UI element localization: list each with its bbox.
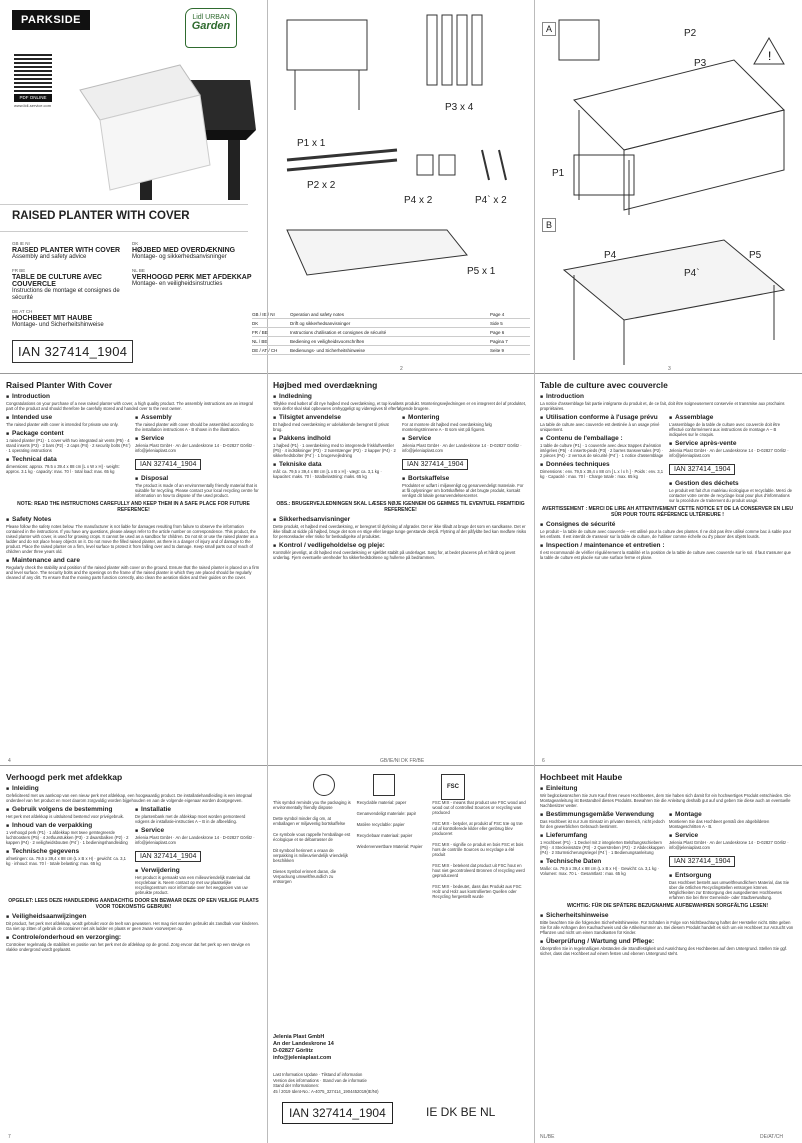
toc-country: FR / BE [252, 329, 268, 335]
recycle-text: Recyclable material: paper [356, 800, 407, 805]
recycle-text: FSC MIX - signifie ce produit en bois FSC et bois hors de contrôle Sources ou recyclage a été produit [432, 842, 524, 857]
note-warning: OPGELET: LEES DEZE HANDLEIDING AANDACHTIG DOOR EN BEWAAR DEZE OP EEN VEILIGE PLAATS VOOR TOEKOMSTIG GEBRUIK! [8, 898, 259, 910]
technical-text: Dimensions : env. 79,5 x 39,4 x 88 cm [ L x l x h ] · Poids : env. 3,1 kg · Capacité : max. 70 l · Charge totale : max. 65 kg [540, 469, 664, 479]
installatie-text: De plantenbank met de afdekkap moet worden gemonteerd volgens de installatie-instructies A – B in de afbeelding. [135, 814, 246, 824]
heading-entsorgung: ■ Entsorgung [669, 872, 794, 879]
ian-badge: IAN 327414_1904 [669, 464, 735, 475]
lang-codes: DE AT CH [12, 309, 33, 314]
recycle-text: FSC MIX - betekent dat product uit FSC hout en hout niet gecontroleerd Bronnen of recycling werd geproduceerd [432, 863, 525, 878]
package-text: 1 raised planter (P1) · 1 cover with two integrated air vents (P5) · 4 stand inserts (P3) · 2 bars (P2) · 2 caps (P4) · 2 security bolts (P4`) · 1 operating instructions [6, 438, 131, 453]
disposal-text: Produktet er udført i miljøvenligt og genanvendeligt materiale. For at få oplysninger om bortskaffelse af det brugte produkt, kontakt venligst dit lokale genanvendelsescenter. [402, 483, 524, 498]
heading-intended-use: ■ Intended use [6, 414, 131, 421]
montering-text: For at montere dit højbed med overdækning følg monteringstrinnene A - B som vist på figuren. [402, 422, 492, 432]
heading-anvendelse: ■ Tilsigtet anvendelse [273, 414, 398, 421]
toc-row[interactable] [252, 328, 530, 337]
last-update [273, 1072, 378, 1094]
qr-url: www.lidl-service.com [14, 103, 52, 108]
toc-country: NL / BE [252, 338, 268, 344]
service-address: Jelenia Plast GmbH · An der Landeskrone 14 · D-02827 Görlitz · info@jeleniaplast.com [402, 443, 522, 453]
diagram-label-p1: P1 [552, 168, 565, 179]
recycle-col-fsc [432, 800, 528, 899]
intro-text: Congratulations on your purchase of a new raised planter with cover, a high quality product. The assembly instructions are an integral part of the product and should therefore be carefully stored and handed over to the next owner. [6, 401, 253, 411]
safety-text: Dit product, het perk met afdekkap, wordt gebruikt voor de teelt van gewassen. Het mag niet worden gebruikt als zandbak voor kinderen. Ga niet op zitten of gebruik de container niet als ladder en plaats er geen zware voorwerpen op. [6, 921, 260, 931]
page-number: 3 [668, 366, 671, 372]
ian-badge: IAN 327414_1904 [135, 851, 201, 862]
heading-disposal: ■ Disposal [135, 475, 260, 482]
recycle-text: This symbol reminds you the packaging is environmentally friendly dispose [273, 800, 351, 810]
service-address: Jelenia Plast GmbH · An der Landeskrone 14 · D-02827 Görlitz · info@jeleniaplast.com [669, 840, 789, 850]
heading-verwendung: ■ Bestimmungsgemäße Verwendung [540, 811, 665, 818]
package-text: 1 Hochbeet (P1) · 1 Deckel mit 2 integrierten Belüftungsschiebern (P5) · 4 Steckeinsätze (P3) · 2 Querstreben (P2) · 2 Abdeckkappen (P4) · 2 Sturmsicherungsriegel (P4`) · 1 Bedienungsanleitung [540, 840, 665, 855]
heading-inleiding: ■ Inleiding [6, 785, 261, 792]
toc-title: Instructions d'utilisation et consignes de sécurité [290, 329, 387, 335]
nl-section [6, 772, 261, 1137]
recycle-text: FSC MIX - bedeutet, dass das Produkt aus FSC Holz und Holz aus kontrollierten Quellen oder Recycling hergestellt wurde [432, 884, 522, 899]
heading-service: ■ Service [402, 435, 527, 442]
toc-country: DE / AT / CH [252, 347, 278, 353]
service-address: Jelenia Plast GmbH · An der Landeskrone 14 · D-02827 Görlitz · info@jeleniaplast.com [135, 835, 255, 845]
recycle-text: Matière recyclable: papier [356, 822, 405, 827]
heading-service: ■ Service [135, 827, 260, 834]
page-number: DE/AT/CH [760, 1134, 783, 1140]
heading-safety: ■ Sikkerhedsanvisninger [273, 516, 528, 523]
heading-assemblage: ■ Assemblage [669, 414, 794, 421]
brand-line-1: Lidl URBAN [192, 14, 230, 21]
part-label-p4b: P4` x 2 [475, 195, 507, 206]
package-text: 1 verhoogd perk (P1) · 1 afdekkap met twee geïntegreerde luchtroosters (P5) · 4 zetfuurstukken (P3) · 2 dwarsbalken (P2) · 2 kappen (P4) · 2 veiligheidsbouten (P4`) · 1 bedieningshandleiding [6, 830, 129, 845]
footer-ian: IAN 327414_1904 [282, 1102, 393, 1124]
gb-section [6, 380, 261, 760]
lang-title: HOCHBEET MIT HAUBE [12, 315, 93, 322]
toc-title: Bedienungs- und Sicherheitshinweise [290, 347, 366, 353]
page-number: GB/IE/NI DK FR/BE [380, 758, 425, 764]
use-text: Het perk met afdekkap is uitsluitend bestemd voor privégebruik. [6, 814, 125, 819]
diagram-label-p2: P2 [684, 28, 697, 39]
recycle-col-symbol [273, 800, 353, 899]
street: An der Landeskrone 14 [273, 1041, 334, 1047]
toc-title: Bediening en veiligheidsvoorschriften [290, 338, 365, 344]
last-update-line: Last Information Update · Tilstand af information [273, 1072, 363, 1077]
recycle-text: Dette symbol minder dig om, at emballagen er miljøvenlig bortskaffelse [273, 816, 346, 826]
ian-badge: IAN 327414_1904 [669, 856, 735, 867]
recycle-col-material [357, 800, 429, 899]
technical-text: afmetingen: ca. 79,5 x 39,4 x 88 cm (L x B x H) · gewicht: ca. 3,1 kg · inhoud: max. 70 l · totale belasting: max. 65 kg [6, 856, 126, 866]
inspection-text: Il est recommandé de vérifier régulièrement la stabilité et la position de la table de culture avec couvercle sur le sol. Il faut s'assurer que la table de culture est placée sur une surface ferme et plane. [540, 550, 792, 560]
heading-utilisation: ■ Utilisation conforme à l'usage prévu [540, 414, 665, 421]
toc-title: Drift og sikkerhedsanvisninger [290, 320, 351, 326]
lang-codes: FR BE [12, 268, 26, 273]
safety-text: Le produit – la table de culture avec couvercle – est utilisé pour la culture des plantes. Il ne doit pas être utilisé comme bac à sable pour les enfants. Il est interdit de s'asseoir sur la table de culture, de l'utiliser comme échelle ou d'y placer des objets lourds. [540, 529, 792, 539]
heading-montage: ■ Montage [669, 811, 794, 818]
diagram-label-p4b: P4` [684, 268, 700, 279]
heading-inhoud: ■ Inhoud van de verpakking [6, 822, 131, 829]
heading-ueberpruefung: ■ Überprüfung / Wartung und Pflege: [540, 938, 795, 945]
page-number: 4 [8, 758, 11, 764]
parkside-logo: PARKSIDE [12, 10, 90, 30]
toc-row[interactable] [252, 346, 530, 355]
footer-languages: IE DK BE NL [426, 1105, 496, 1119]
intro-text: Gefeliciteerd met uw aankoop van een nieuw perk met afdekkap, een hoogwaardig product. De installatiehandleiding is een integraal onderdeel van het product en moet daarom zorgvuldig worden bijgehouden en aan de volgende eigenaar worden doorgegeven. [6, 793, 253, 803]
section-title: Table de culture avec couvercle [540, 380, 668, 390]
check-text: Überprüfen Sie in regelmäßigen Abständen die Standfestigkeit und Ausrichtung des Hochbeetes auf dem Untergrund. Stellen Sie ggf. sicher, dass das Hochbeet auf einem festen und ebenen Untergrund steht. [540, 946, 788, 956]
cover-title: RAISED PLANTER WITH COVER [12, 210, 190, 222]
heading-pakkens-indhold: ■ Pakkens indhold [273, 435, 398, 442]
imprint-address [273, 1034, 334, 1062]
recycle-text: FSC MIX - means that product use FSC wood and wood out of controlled Sources or recycling was produced [432, 800, 526, 815]
lang-sub: Assembly and safety advice [12, 254, 87, 260]
page-number: NL/BE [540, 1134, 555, 1140]
heading-einleitung: ■ Einleitung [540, 785, 795, 792]
technical-text: dimensions: approx. 79.5 x 39.4 x 88 cm [L x W x H] · weight: approx. 3.1 kg · capacity: max. 70 l · total load: max. 65 kg [6, 464, 120, 474]
diagram-label-p3: P3 [694, 58, 707, 69]
part-label-p1: P1 x 1 [297, 138, 326, 149]
toc-country: GB / IE / NI [252, 311, 275, 317]
note-warning: WICHTIG: FÜR DIE SPÄTERE BEZUGNAHME AUFBEWAHREN SORGFÄLTIG LESEN! [566, 903, 769, 909]
technical-text: Maße: ca. 79,5 x 39,4 x 88 cm (L x B x H) · Gewicht: ca. 3,1 kg · Volumen: max. 70 L · Gesamtlast : max. 65 kg [540, 866, 659, 876]
recycle-text: Ce symbole vous rappelle l'emballage est écologique et se débarrasser de [273, 832, 351, 842]
toc-page: Pagina 7 [490, 338, 508, 344]
recycle-text: Dit symbool herinnert u eraan de verpakking is milieuvriendelijk vriendelijk beschikken [273, 848, 348, 863]
heading-safety: ■ Veiligheidsaanwijzingen [6, 913, 261, 920]
disposal-text: The product is made of an environmentally friendly material that is suitable for recycling. Please contact your local recycling centre for information on how to dispose of the used product. [135, 483, 259, 498]
safety-text: Bitte beachten Sie die folgenden Sicherheitshinweise. Für Schäden in Folge von Nichtbeachtung haftet der Hersteller nicht. Bitte geben Sie für alle Anfragen den Kaufnachweis und die Artikelnummer an. Bei diesem Produkt handelt es sich um ein Hochbeet zur Anzucht von Pflanzen und nicht um einen Sandkasten für Kinder. [540, 920, 794, 935]
lang-title: HØJBED MED OVERDÆKNING [132, 247, 236, 254]
lang-sub: Montage- und Sicherheitshinweise [12, 322, 104, 328]
language-list-left [12, 240, 127, 329]
technical-text: mål: ca. 79,5 x 39,4 x 88 cm [L x B x H] · vægt: ca. 3,1 kg · kapacitet: maks. 70 l · totalbelastning: maks. 65 kg [273, 469, 382, 479]
assembly-text: The raised planter with cover should be assembled according to the installation instructions A - B shown in the illustration. [135, 422, 254, 432]
note-warning: OBS.: BRUGERVEJLEDNINGEN SKAL LÆSES NØJE IGENNEM OG GEMMES TIL EVENTUEL FREMTIDIG REFERENCE! [276, 501, 525, 513]
note-warning: NOTE: READ THE INSTRUCTIONS CAREFULLY AND KEEP THEM IN A SAFE PLACE FOR FUTURE REFERENCE! [17, 501, 250, 513]
paper-icon [373, 774, 395, 796]
diagram-label-p4: P4 [604, 250, 617, 261]
city: D-02827 Görlitz [273, 1048, 314, 1054]
assembly-panel [534, 0, 802, 373]
step-b-marker: B [542, 218, 556, 232]
service-address: Jelenia Plast GmbH · An der Landeskrone 14 · D-02827 Görlitz · info@jeleniaplast.com [669, 448, 789, 458]
heading-inspection: ■ Inspection / maintenance et entretien : [540, 542, 795, 549]
brand-line-2: Garden [191, 20, 231, 32]
heading-technische-daten: ■ Technische Daten [540, 858, 665, 865]
language-list-right [132, 240, 257, 288]
section-title: Højbed med overdækning [273, 380, 378, 390]
step-a-marker: A [542, 22, 556, 36]
page-number: 2 [400, 366, 403, 372]
heading-bortskaffelse: ■ Bortskaffelse [402, 475, 527, 482]
heading-control: ■ Kontrol / vedligeholdelse og pleje: [273, 542, 528, 549]
part-label-p4: P4 x 2 [404, 195, 433, 206]
lang-sub: Montage- en veiligheidsinstructies [132, 281, 223, 287]
recycle-text: Genanvendeligt materiale: papir [356, 811, 417, 816]
email: info@jeleniaplast.com [273, 1055, 332, 1061]
dk-section [273, 380, 528, 760]
note-warning: AVERTISSEMENT : MERCI DE LIRE AH ATTENTIVEMENT CETTE NOTICE ET DE LA CONSERVER EN LIEU SÛR POUR TOUTE RÉFÉRENCE ULTÉRIEURE ! [541, 506, 794, 518]
heading-introduction: ■ Introduction [540, 393, 795, 400]
heading-indledning: ■ Indledning [273, 393, 528, 400]
ian-badge: IAN 327414_1904 [402, 459, 468, 470]
assemblage-text: L'assemblage de la table de culture avec couvercle doit être effectué conformément aux instructions de montage A – B indiquées sur le croquis. [669, 422, 781, 437]
heading-technische: ■ Technische gegevens [6, 848, 131, 855]
divider [0, 765, 802, 766]
heading-service: ■ Service [135, 435, 260, 442]
heading-dechets: ■ Gestion des déchets [669, 480, 794, 487]
heading-safety: ■ Consignes de sécurité [540, 521, 795, 528]
heading-gebruik: ■ Gebruik volgens de bestemming [6, 806, 131, 813]
control-text: Controleer regelmatig de stabiliteit en positie van het perk met de afdekkap op de grond. Zorg ervoor dat het perk op een stevige en vlakke ondergrond wordt geplaatst. [6, 942, 250, 952]
heading-assembly: ■ Assembly [135, 414, 260, 421]
heading-installatie: ■ Installatie [135, 806, 260, 813]
toc-row[interactable] [252, 310, 530, 319]
lang-codes: NL BE [132, 268, 145, 273]
lang-codes: DK [132, 241, 139, 246]
maintenance-text: Regularly check the stability and position of the raised planter with cover on the ground. Ensure that the raised planter is placed on a firm and level surface. The security bolts and the openings on the frame of the raised planter in which they are placed should be regularly cleaned of any dirt. To ensure that the moving parts function correctly, also clean the aeration slides and their guides on the cover. [6, 565, 260, 580]
pdf-online-label: PDF ONLINE [14, 94, 52, 102]
heading-verwijdering: ■ Verwijdering [135, 867, 260, 874]
diagram-label-p5: P5 [749, 250, 762, 261]
control-text: Kontrollér jævnligt, at dit højbed med overdækning er sjæfdet stabilt på underlaget. Sørg for, at bedet placeres på et hårdt og jævnt underlag. Fjern eventuelle urenheder fra sikkerhedsboltene og hullerne på bedrammen. [273, 550, 516, 560]
recycle-icon [313, 774, 335, 796]
toc-page: Page 4 [490, 311, 505, 317]
montage-text: Montieren Sie das Hochbeet gemäß den abgebildeten Montageschritten A - B. [669, 819, 770, 829]
divider [0, 373, 802, 374]
last-update-line: Stand der Informationen: [273, 1083, 320, 1088]
qr-code[interactable] [14, 54, 52, 92]
toc-title: Operation and safety notes [290, 311, 345, 317]
fr-section [540, 380, 795, 760]
heading-contenu: ■ Contenu de l'emballage : [540, 435, 665, 442]
assembly-diagram [534, 0, 802, 373]
package-text: 1 table de culture (P1) · 1 couvercle avec deux trappes d'aération intégrées (P5) · 4 inserts-pieds (P3) · 2 barres transversales (P2) · 2 pièces (P4) · 2 verrous de sécurité (P4`) · 1 notice d'assemblage [540, 443, 664, 458]
section-title: Raised Planter With Cover [6, 380, 113, 390]
planter-image [60, 40, 260, 210]
toc-row[interactable] [252, 319, 530, 328]
heading-safety: ■ Sicherheitshinweise [540, 912, 795, 919]
heading-donnees: ■ Données techniques [540, 461, 665, 468]
lang-title: VERHOOGD PERK MET AFDEKKAP [132, 274, 252, 281]
toc-page: Page 6 [490, 329, 505, 335]
use-text: Et højbed med overdækning er udelukkende beregnet til privat brug. [273, 422, 389, 432]
toc-page: Side 5 [490, 320, 503, 326]
lang-sub: Montage- og sikkerhedsanvisninger [132, 254, 227, 260]
disposal-text: Le produit est fait d'un matériau écologique et recyclable. Merci de contacter votre centre de recyclage local pour plus d'informations sur la procédure de traitement du produit usagé. [669, 488, 793, 503]
table-of-contents [252, 310, 530, 355]
heading-tekniske-data: ■ Tekniske data [273, 461, 398, 468]
recycle-text: FSC MIX - betyder, at produkt af FSC træ og træ ud af kontrollerede kilder eller genbrug blev produceret [432, 821, 523, 836]
page-number: 7 [8, 1134, 11, 1140]
intro-text: La notice d'assemblage fait partie intégrante du produit et, de ce fait, doit être soigneusement conservée et transmise aux prochains propriétaires. [540, 401, 785, 411]
recycle-text: Recyclebaar materiaal: papier [356, 833, 413, 838]
last-update-line: Version des informations · Stand van de informatie [273, 1077, 367, 1083]
de-section [540, 772, 795, 1132]
cover-panel [0, 0, 267, 373]
use-text: La table de culture avec couvercle est destinée à un usage privé uniquement. [540, 422, 660, 432]
ian-number: IAN 327414_1904 [12, 340, 133, 363]
recycle-text: Dieses Symbol erinnert daran, die Verpackung umweltfreundlich zu entsorgen [273, 869, 337, 884]
ian-badge: IAN 327414_1904 [135, 459, 201, 470]
part-label-p2: P2 x 2 [307, 180, 336, 191]
lang-title: RAISED PLANTER WITH COVER [12, 247, 121, 254]
use-text: Das Hochbeet ist nur zum Einsatz im privaten Bereich, nicht jedoch für den gewerblichen Gebrauch bestimmt. [540, 819, 665, 829]
heading-package: ■ Package content [6, 430, 131, 437]
fsc-logo: FSC [441, 774, 465, 800]
safety-text: Please follow the safety notes below. The manufacturer is not liable for damages resulting from failure to observe the information contained in the instructions. If you have any questions, please always refer to the article number on correspondence. This product, the raised planter with cover, is used for growing crops. It cannot be used as a sandbox for children. Do not sit or use the raised planter as a ladder and do not place heavy objects on it. Do not move the filled raised planter, as there is a danger of injury and of damage to the product. Place the raised planter on a firm, level surface to protect it from falling over and to damage. Keep small parts out of reach of children under three years old. [6, 524, 258, 554]
intended-use-text: The raised planter with cover is intended for private use only. [6, 422, 119, 427]
last-update-line: 45 / 2019 Ident-No.: A-4075_327414_1904452019(IE/NI) [273, 1088, 379, 1094]
heading-montering: ■ Montering [402, 414, 527, 421]
heading-maintenance: ■ Maintenance and care [6, 557, 261, 564]
heading-controle: ■ Controle/onderhoud en verzorging: [6, 934, 261, 941]
heading-service: ■ Service après-vente [669, 440, 794, 447]
service-address: Jelenia Plast GmbH · An der Landeskrone 14 · D-02827 Görlitz · info@jeleniaplast.com [135, 443, 255, 453]
section-title: Hochbeet mit Haube [540, 772, 623, 782]
page-number: 6 [542, 758, 545, 764]
toc-page: Seite 9 [490, 347, 505, 353]
toc-country: DK [252, 320, 259, 326]
toc-row[interactable] [252, 337, 530, 346]
company: Jelenia Plast GmbH [273, 1034, 325, 1040]
heading-introduction: ■ Introduction [6, 393, 261, 400]
safety-text: Dette produkt, et højbed med overdækning, er beregnet til dyrkning af afgrøder. Det er ikke tilladt at bruge det som en sandkasse. Det er ikke tilladt at sidde på højbed, bruge det som en stige eller lægge tunge genstande derpå. Flytning af det påfyldte bed kan medføre risiko for personskader eller risiko for beskadigelse af produktet. [273, 524, 527, 539]
intro-text: Wir beglückwünschen Sie zum Kauf Ihres neuen Hochbeetes, dem Sie haben sich damit für ein hochwertiges Produkt entschieden. Die Montageanleitung ist Bestandteil dieses Produkts. Bewahren Sie die Anleitung deshalb gut auf und geben Sie diese auch an eventuelle Nachbesitzer weiter. [540, 793, 791, 808]
heading-technical: ■ Technical data [6, 456, 131, 463]
part-label-p5: P5 x 1 [467, 266, 496, 277]
parts-illustration [267, 0, 534, 300]
lang-title: TABLE DE CULTURE AVEC COUVERCLE [12, 274, 102, 288]
package-text: 1 højbed (P1) · 1 overdækning med to integrerede friskluftventiler (P5) · 4 indstikninger (P3) · 2 tværstænger (P2) · 2 kapper (P4) · 2 sikkerhedsbolter (P4`) · 1 brugervejledning [273, 443, 396, 458]
section-title: Verhoogd perk met afdekkap [6, 772, 123, 782]
svg-text:!: ! [768, 49, 772, 63]
heading-service: ■ Service [669, 832, 794, 839]
disposal-text: Het product is gemaakt van een milieuvriendelijk materiaal dat recyclebaar is. Neem contact op met uw plaatselijke recyclingcentrum voor informatie over het weggooien van uw gebruikte product. [135, 875, 251, 895]
recycle-text: Wiederverwertbare Material: Papier [356, 844, 423, 849]
heading-lieferumfang: ■ Lieferumfang [540, 832, 665, 839]
lang-sub: Instructions de montage et consignes de sécurité [12, 288, 120, 301]
heading-safety: ■ Safety Notes [6, 516, 261, 523]
intro-text: Tillykke med købet af dit nye højbed med overdækning, et top kvalitets produkt. Monteringsvejledningen er en integreret del af produktet, som derfor skal skal opbevares omhyggeligt og videregives til efterfølgende brugere. [273, 401, 527, 411]
lang-codes: GB IE NI [12, 241, 30, 246]
recycling-panel [273, 772, 528, 1137]
disposal-text: Das Hochbeet besteht aus umweltfreundlichem Material, das Sie über die örtlichen Recyclingstellen entsorgen können. Möglichkeiten zur Entsorgung des ausgedienten Hochbeetes erfahren Sie bei Ihrer Gemeinde- oder Stadtverwaltung. [669, 880, 790, 900]
part-label-p3: P3 x 4 [445, 102, 474, 113]
